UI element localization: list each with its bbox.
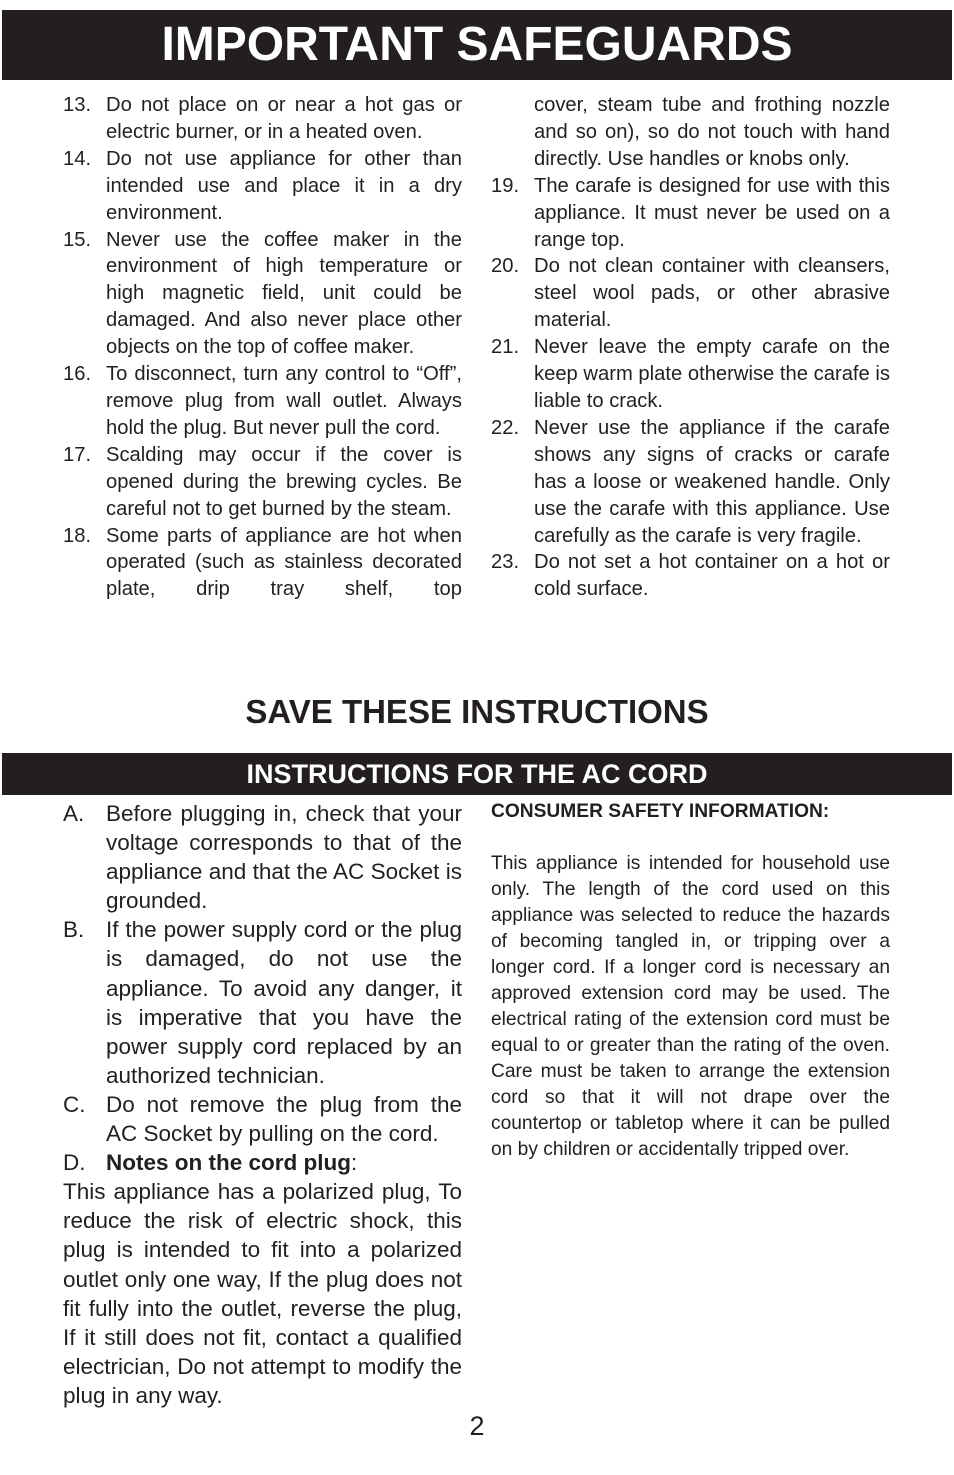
safeguard-item-18-continuation: cover, steam tube and frothing nozzle and so on), so do not touch with hand directly. Use handles or knobs only.: [534, 94, 890, 170]
item-text: Do not clean container with cleansers, steel wool pads, or other abrasive material.: [534, 255, 890, 332]
cord-item-a: [63, 799, 462, 915]
safeguard-item-14: [63, 146, 462, 227]
ac-cord-left-column: [63, 799, 462, 1410]
page-title: IMPORTANT SAFEGUARDS: [161, 18, 793, 71]
item-letter: D.: [63, 1150, 86, 1176]
item-text: Do not place on or near a hot gas or electric burner, or in a heated oven.: [106, 94, 462, 143]
item-number: 23.: [491, 551, 520, 574]
safeguard-item-23: [491, 549, 890, 603]
safeguard-item-15: [63, 227, 462, 362]
spacer: [491, 825, 890, 851]
item-number: 16.: [63, 363, 92, 386]
consumer-safety-title: CONSUMER SAFETY INFORMATION:: [491, 801, 830, 822]
item-text: To disconnect, turn any control to “Off”, remove plug from wall outlet. Always hold the plug. But never pull the cord.: [106, 363, 462, 439]
item-text: Some parts of appliance are hot when operated (such as stainless decorated plate, drip tray shelf, top: [106, 524, 462, 601]
item-letter: A.: [63, 801, 85, 826]
ac-cord-banner-title: INSTRUCTIONS FOR THE AC CORD: [246, 759, 708, 789]
cord-item-d: [63, 1148, 462, 1177]
item-text: The carafe is designed for use with this appliance. It must never be used on a range top.: [534, 174, 890, 251]
label-colon: :: [351, 1150, 358, 1176]
save-instructions-heading: SAVE THESE INSTRUCTIONS: [245, 693, 709, 730]
ac-cord-banner: [2, 753, 952, 795]
item-text: Never use the appliance if the carafe shows any signs of cracks or carafe has a loose or weakened handle. Only use the carafe with this appliance. Use carefully as the carafe is very fragile.: [534, 416, 890, 547]
item-number: 17.: [63, 443, 92, 466]
item-text: Never use the coffee maker in the environment of high temperature or high magnetic field, unit could be damaged. And also never place other objects on the top of coffee maker.: [106, 228, 462, 359]
page-number: 2: [469, 1411, 485, 1441]
polarized-plug-paragraph: This appliance has a polarized plug, To reduce the risk of electric shock, this plug is intended to fit into a polarized outlet only one way, If the plug does not fit fully into the outlet, reverse the plug, If it still does not fit, contact a qualified electrician, Do not attempt to modify the plug in any way.: [63, 1179, 462, 1408]
consumer-safety-column: [491, 799, 890, 1163]
item-text: Do not remove the plug from the AC Socket by pulling on the cord.: [106, 1091, 462, 1147]
item-number: 14.: [63, 147, 92, 170]
item-number: 18.: [63, 524, 92, 547]
safeguard-item-17: [63, 442, 462, 523]
item-number: 20.: [491, 255, 520, 278]
item-number: 21.: [491, 336, 520, 359]
item-text: Scalding may occur if the cover is opened during the brewing cycles. Be careful not to get burned by the steam.: [106, 443, 462, 520]
item-letter: B.: [63, 917, 85, 943]
safeguards-right-column: [491, 92, 890, 603]
safeguard-item-13: [63, 92, 462, 146]
item-number: 13.: [63, 94, 92, 116]
item-text: Never leave the empty carafe on the keep warm plate otherwise the carafe is liable to crack.: [534, 336, 890, 412]
consumer-safety-body: This appliance is intended for household use only. The length of the cord used on this appliance was selected to reduce the hazards of becoming tangled in, or tripping over a longer cord. If a longer cord is necessary an approved extension cord may be used. The electrical rating of the extension cord must be equal to or greater than the rating of the oven. Care must be taken to arrange the extension cord so that it will not drape over the countertop or tabletop where it can be pulled on by children or accidentally tripped over.: [491, 853, 890, 1160]
item-text: If the power supply cord or the plug is damaged, do not use the appliance. To avoid any danger, it is imperative that you have the power supply cord replaced by an authorized technician.: [106, 917, 462, 1088]
cord-item-c: [63, 1090, 462, 1148]
safeguard-item-16: [63, 361, 462, 442]
main-banner: [2, 10, 952, 80]
item-text: Do not use appliance for other than intended use and place it in a dry environment.: [106, 147, 462, 224]
safeguard-item-19: [491, 173, 890, 254]
safeguard-item-20: [491, 253, 890, 334]
item-letter: C.: [63, 1091, 86, 1117]
cord-plug-notes-label: Notes on the cord plug: [106, 1150, 351, 1176]
item-number: 22.: [491, 416, 520, 439]
item-text: Before plugging in, check that your voltage corresponds to that of the appliance and that the AC Socket is grounded.: [106, 801, 462, 914]
item-number: 19.: [491, 174, 520, 197]
safeguard-item-22: [491, 415, 890, 550]
item-text: Do not set a hot container on a hot or cold surface.: [534, 551, 890, 601]
cord-item-b: [63, 915, 462, 1090]
item-number: 15.: [63, 228, 92, 251]
safeguard-item-21: [491, 334, 890, 415]
safeguards-left-column: [63, 92, 462, 603]
safeguard-item-18: [63, 523, 462, 604]
